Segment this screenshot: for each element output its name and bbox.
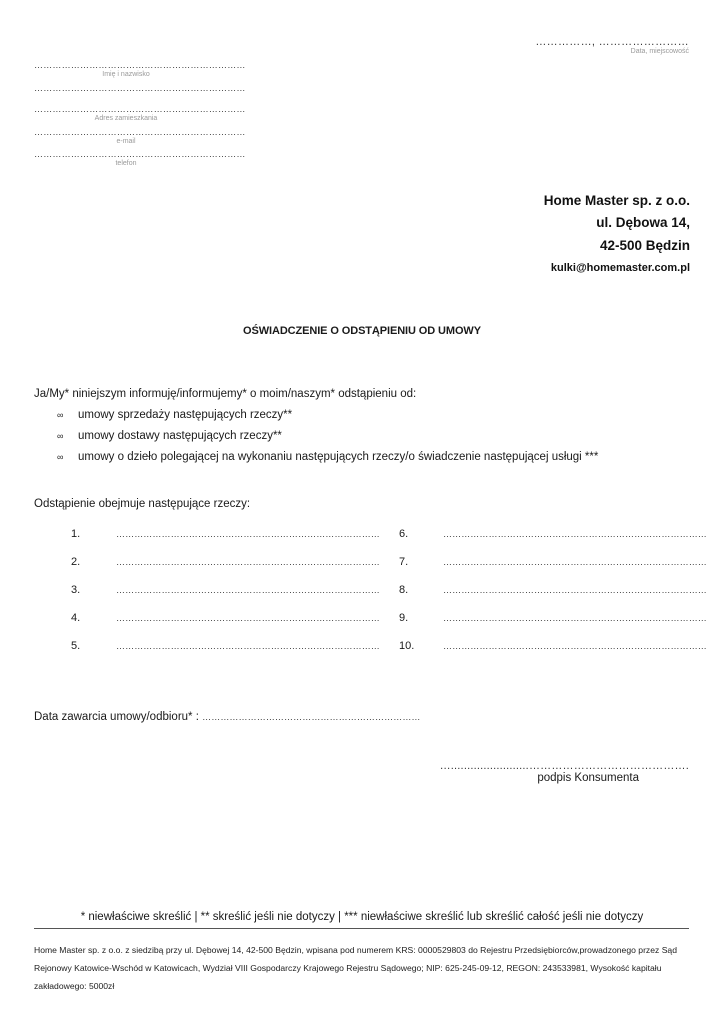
contract-date-label: Data zawarcia umowy/odbioru* : bbox=[34, 711, 199, 723]
item-number-2: 2. bbox=[71, 556, 81, 568]
signature-field[interactable]: …........................……………………………………. bbox=[439, 760, 689, 772]
contract-date-field[interactable]: ……………………………………………………………… bbox=[202, 712, 421, 722]
name-caption: Imię i nazwisko bbox=[102, 71, 150, 78]
phone-field[interactable]: …………………………………………………………… bbox=[34, 149, 246, 159]
item-field-4[interactable]: …………………………………………………………………………… bbox=[116, 613, 380, 623]
item-field-3[interactable]: …………………………………………………………………………… bbox=[116, 585, 380, 595]
item-number-4: 4. bbox=[71, 612, 81, 624]
items-intro: Odstąpienie obejmuje następujące rzeczy: bbox=[34, 498, 251, 510]
option-work-service[interactable] bbox=[57, 451, 598, 463]
item-field-7[interactable]: …………………………………………………………………………… bbox=[443, 557, 707, 567]
name-field-group bbox=[34, 60, 246, 78]
footnote: * niewłaściwe skreślić | ** skreślić jeśli nie dotyczy | *** niewłaściwe skreślić lub skreślić całość jeśli nie dotyczy bbox=[80, 911, 644, 923]
address-caption: Adres zamieszkania bbox=[94, 115, 158, 122]
option-label: umowy sprzedaży następujących rzeczy** bbox=[78, 409, 293, 421]
company-street: ul. Dębowa 14, bbox=[596, 215, 690, 230]
company-city: 42-500 Będzin bbox=[599, 238, 690, 253]
signature-label: podpis Konsumenta bbox=[537, 772, 639, 784]
address-field[interactable]: …………………………………………………………… bbox=[34, 104, 246, 114]
phone-field-group bbox=[34, 149, 246, 167]
phone-caption: telefon bbox=[115, 160, 137, 167]
item-field-6[interactable]: …………………………………………………………………………… bbox=[443, 529, 707, 539]
item-number-9: 9. bbox=[399, 612, 409, 624]
email-field[interactable]: …………………………………………………………… bbox=[34, 127, 246, 137]
option-label: umowy o dzieło polegającej na wykonaniu następujących rzeczy/o świadczenie następującej usługi *** bbox=[78, 451, 599, 463]
name-extra-field[interactable]: …………………………………………………………… bbox=[34, 83, 246, 93]
footer-divider bbox=[34, 928, 689, 929]
item-field-8[interactable]: …………………………………………………………………………… bbox=[443, 585, 707, 595]
option-label: umowy dostawy następujących rzeczy** bbox=[78, 430, 282, 442]
item-number-3: 3. bbox=[71, 584, 81, 596]
item-field-10[interactable]: …………………………………………………………………………… bbox=[443, 641, 707, 651]
bullet-icon: ∞ bbox=[57, 431, 64, 441]
item-number-8: 8. bbox=[399, 584, 409, 596]
item-number-10: 10. bbox=[399, 640, 415, 652]
address-field-group bbox=[34, 104, 246, 122]
document-title: OŚWIADCZENIE O ODSTĄPIENIU OD UMOWY bbox=[243, 325, 481, 337]
date-place-caption: Data, miejscowość bbox=[630, 48, 689, 55]
item-number-7: 7. bbox=[399, 556, 409, 568]
item-number-5: 5. bbox=[71, 640, 81, 652]
footer-line-1: Home Master sp. z o.o. z siedzibą przy ul. Dębowej 14, 42-500 Będzin, wpisana pod numerem KRS: 0000529803 do Rejestru Przedsiębiorców,prowadzonego przez Sąd bbox=[34, 945, 677, 955]
email-caption: e-mail bbox=[116, 138, 136, 145]
option-delivery[interactable] bbox=[57, 430, 282, 442]
item-number-6: 6. bbox=[399, 528, 409, 540]
footer-line-3: zakładowego: 5000zł bbox=[34, 981, 115, 991]
name-field[interactable]: …………………………………………………………… bbox=[34, 60, 246, 70]
company-name: Home Master sp. z o.o. bbox=[543, 193, 690, 208]
item-field-5[interactable]: …………………………………………………………………………… bbox=[116, 641, 380, 651]
bullet-icon: ∞ bbox=[57, 410, 64, 420]
item-field-2[interactable]: …………………………………………………………………………… bbox=[116, 557, 380, 567]
contract-date-row bbox=[34, 711, 421, 723]
option-sale[interactable] bbox=[57, 409, 292, 421]
company-footer bbox=[34, 941, 690, 995]
bullet-icon: ∞ bbox=[57, 452, 64, 462]
item-field-9[interactable]: …………………………………………………………………………… bbox=[443, 613, 707, 623]
email-field-group bbox=[34, 127, 246, 145]
date-place-field[interactable]: ……………, …………………… bbox=[535, 36, 689, 48]
item-field-1[interactable]: …………………………………………………………………………… bbox=[116, 529, 380, 539]
intro-text: Ja/My* niniejszym informuję/informujemy* o moim/naszym* odstąpieniu od: bbox=[34, 388, 417, 400]
item-number-1: 1. bbox=[71, 528, 81, 540]
company-email: kulki@homemaster.com.pl bbox=[550, 262, 690, 274]
footer-line-2: Rejonowy Katowice-Wschód w Katowicach, Wydział VIII Gospodarczy Krajowego Rejestru Sądowego; NIP: 625-245-09-12, REGON: 243533981, Wysokość kapitału bbox=[34, 963, 662, 973]
extra-line-group bbox=[34, 83, 246, 93]
